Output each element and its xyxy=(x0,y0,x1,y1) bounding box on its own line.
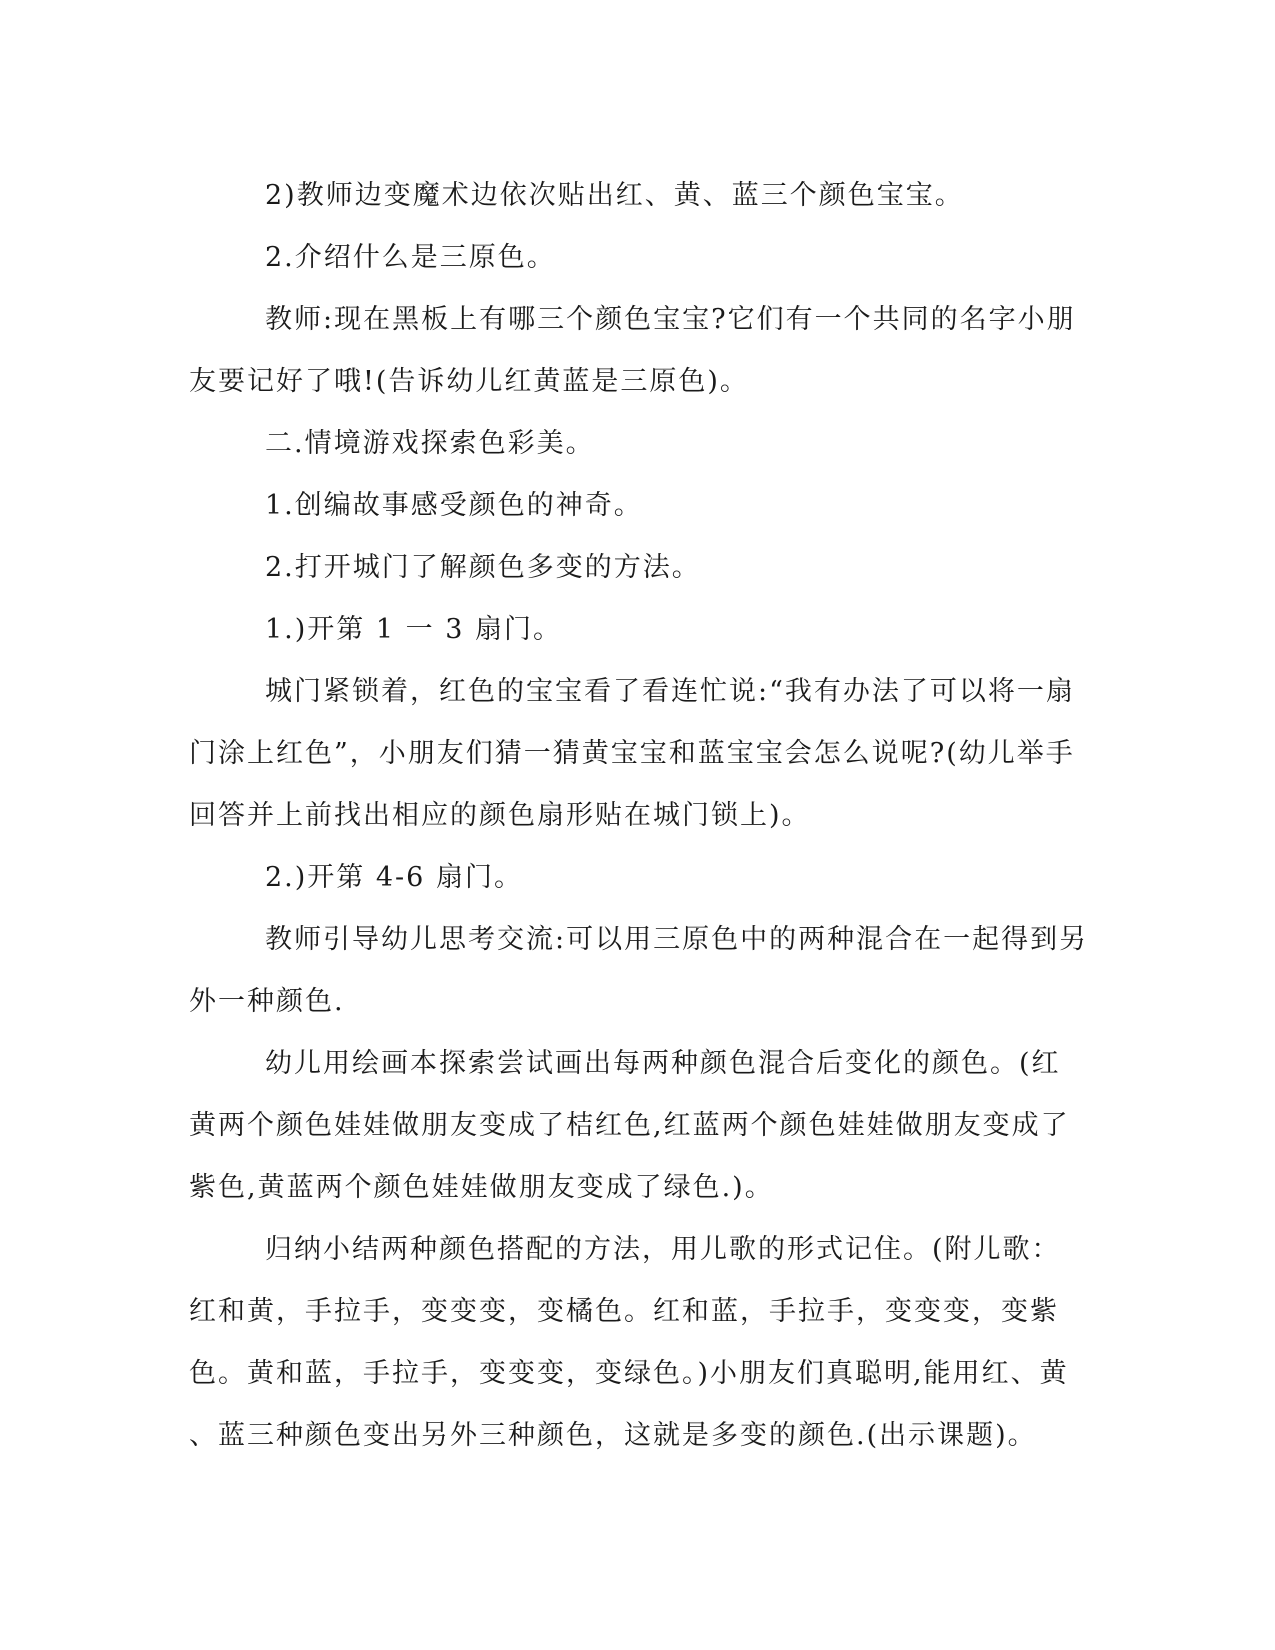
text-line: 紫色,黄蓝两个颜色娃娃做朋友变成了绿色.)。 xyxy=(189,1172,774,1203)
text-line: 1.)开第 1 一 3 扇门。 xyxy=(265,614,562,645)
text-line: 友要记好了哦!(告诉幼儿红黄蓝是三原色)。 xyxy=(189,366,749,397)
text-line: 2)教师边变魔术边依次贴出红、黄、蓝三个颜色宝宝。 xyxy=(265,180,964,211)
text-line: 外一种颜色. xyxy=(189,986,345,1017)
document-body xyxy=(189,165,1089,1467)
text-line: 城门紧锁着，红色的宝宝看了看连忙说:“我有办法了可以将一扇 xyxy=(265,676,1075,707)
text-line: 2.介绍什么是三原色。 xyxy=(265,242,556,273)
text-line: 黄两个颜色娃娃做朋友变成了桔红色,红蓝两个颜色娃娃做朋友变成了 xyxy=(189,1110,1070,1141)
text-line: 1.创编故事感受颜色的神奇。 xyxy=(265,490,643,521)
text-line: 幼儿用绘画本探索尝试画出每两种颜色混合后变化的颜色。(红 xyxy=(265,1048,1061,1079)
text-line: 红和黄，手拉手，变变变，变橘色。红和蓝，手拉手，变变变，变紫 xyxy=(189,1296,1059,1327)
text-line: 2.打开城门了解颜色多变的方法。 xyxy=(265,552,701,583)
text-line: 门涂上红色”，小朋友们猜一猜黄宝宝和蓝宝宝会怎么说呢?(幼儿举手 xyxy=(189,738,1075,769)
text-line: 色。黄和蓝，手拉手，变变变，变绿色。)小朋友们真聪明,能用红、黄 xyxy=(189,1358,1069,1389)
text-line: 教师:现在黑板上有哪三个颜色宝宝?它们有一个共同的名字小朋 xyxy=(265,304,1076,335)
text-line: 归纳小结两种颜色搭配的方法，用儿歌的形式记住。(附儿歌： xyxy=(265,1234,1061,1265)
text-line: 回答并上前找出相应的颜色扇形贴在城门锁上)。 xyxy=(189,800,811,831)
section-heading: 二.情境游戏探索色彩美。 xyxy=(265,428,595,459)
text-line: 、蓝三种颜色变出另外三种颜色，这就是多变的颜色.(出示课题)。 xyxy=(189,1420,1037,1451)
text-line: 2.)开第 4-6 扇门。 xyxy=(265,862,523,893)
text-line: 教师引导幼儿思考交流:可以用三原色中的两种混合在一起得到另 xyxy=(265,924,1089,955)
